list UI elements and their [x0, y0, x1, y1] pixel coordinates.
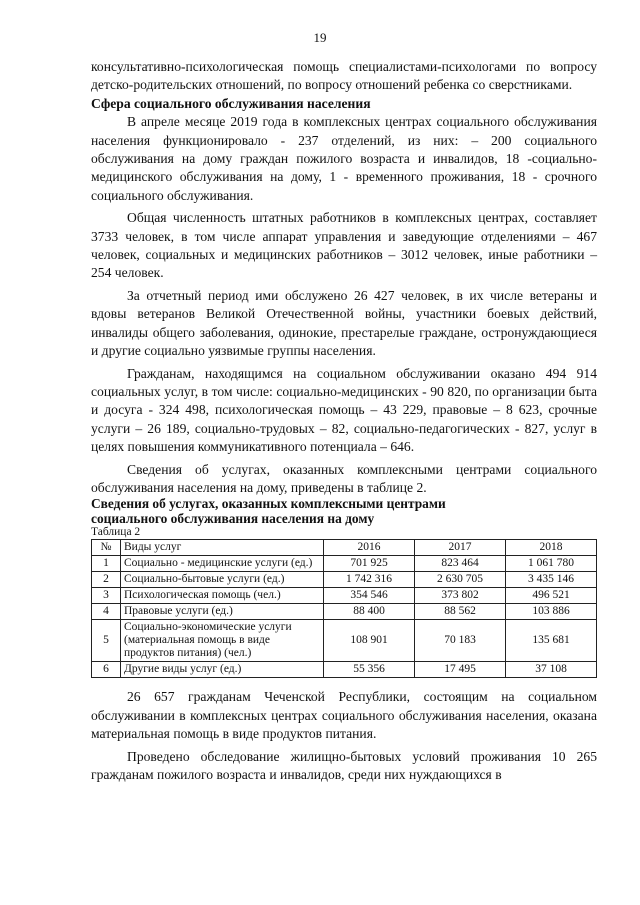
row-value-2016: 88 400 [324, 604, 415, 620]
row-number: 5 [92, 620, 121, 662]
row-value-2017: 70 183 [415, 620, 506, 662]
table-row [92, 556, 597, 572]
row-value-2017: 823 464 [415, 556, 506, 572]
row-service-name: Социально-бытовые услуги (ед.) [121, 572, 324, 588]
page-number: 19 [313, 30, 327, 45]
row-value-2018: 103 886 [506, 604, 597, 620]
row-value-2018: 496 521 [506, 588, 597, 604]
row-value-2017: 373 802 [415, 588, 506, 604]
row-service-name: Правовые услуги (ед.) [121, 604, 324, 620]
row-value-2018: 3 435 146 [506, 572, 597, 588]
row-service-name: Социально-экономические услуги (материальная помощь в виде продуктов питания) (чел.) [121, 620, 324, 662]
paragraph-services: Гражданам, находящимся на социальном обслуживании оказано 494 914 социальных услуг, в том числе: социально-медицинских - 90 820, по организации быта и досуга - 324 498, психологическая помощь – 43 229, правовые – 8 623, срочные услуги – 26 189, социально-трудовых – 82, социально-педагогических - 827, услуг в целях повышения коммуникативного потенциала – 646. [91, 365, 597, 455]
row-value-2018: 37 108 [506, 662, 597, 678]
row-number: 4 [92, 604, 121, 620]
row-number: 1 [92, 556, 121, 572]
row-number: 3 [92, 588, 121, 604]
intro-line: консультативно-психологическая помощь специалистами-психологами по [91, 59, 541, 74]
table-caption-line: Сведения об услугах, оказанных комплексными центрами [91, 496, 446, 512]
row-value-2016: 354 546 [324, 588, 415, 604]
intro-line: сверстниками. [488, 77, 573, 93]
section-heading: Сфера социального обслуживания населения [91, 95, 371, 111]
intro-paragraph [91, 58, 597, 95]
table-row [92, 572, 597, 588]
header-service-type: Виды услуг [121, 540, 324, 556]
row-service-name: Другие виды услуг (ед.) [121, 662, 324, 678]
row-value-2016: 701 925 [324, 556, 415, 572]
row-value-2017: 2 630 705 [415, 572, 506, 588]
paragraph-served: За отчетный период ими обслужено 26 427 человек, в их числе ветераны и вдовы ветеранов Великой Отечественной войны, участники боевых действий, инвалиды общего заболевания, одинокие, престарелые граждане, остронуждающиеся и другие социально уязвимые группы населения. [91, 287, 597, 359]
table-row [92, 662, 597, 678]
intro-line: вопросу детско-родительских отношений, по вопросу отношений ребенка со [91, 59, 597, 93]
table-row [92, 588, 597, 604]
row-value-2016: 1 742 316 [324, 572, 415, 588]
table-row [92, 604, 597, 620]
row-number: 2 [92, 572, 121, 588]
row-value-2016: 108 901 [324, 620, 415, 662]
header-number: № [92, 540, 121, 556]
paragraph-departments: В апреле месяце 2019 года в комплексных центрах социального обслуживания населения функционировало - 237 отделений, из них: – 200 социального обслуживания на дому граждан пожилого возраста и инвалидов, 18 -социально-медицинского обслуживания на дому, 1 - временного проживания, 18 - срочного социального обслуживания. [91, 114, 597, 203]
paragraph-food-aid: 26 657 гражданам Чеченской Республики, состоящим на социальном обслуживании в комплексных центрах социального обслуживания населения, оказана материальная помощь в виде продуктов питания. [91, 689, 597, 742]
row-value-2017: 88 562 [415, 604, 506, 620]
services-table [91, 539, 597, 678]
header-2017: 2017 [415, 540, 506, 556]
row-value-2017: 17 495 [415, 662, 506, 678]
document-body [91, 58, 597, 784]
row-value-2018: 1 061 780 [506, 556, 597, 572]
row-service-name: Социально - медицинские услуги (ед.) [121, 556, 324, 572]
header-2018: 2018 [506, 540, 597, 556]
row-value-2016: 55 356 [324, 662, 415, 678]
paragraph-staff: Общая численность штатных работников в комплексных центрах, составляет 3733 человек, в том числе аппарат управления и заведующие отделениями – 467 человек, социальных и медицинских работников – 3012 человек, иные работники – 254 человек. [91, 210, 597, 281]
row-number: 6 [92, 662, 121, 678]
row-service-name: Психологическая помощь (чел.) [121, 588, 324, 604]
table-header-row [92, 540, 597, 556]
row-value-2018: 135 681 [506, 620, 597, 662]
header-2016: 2016 [324, 540, 415, 556]
table-row [92, 620, 597, 662]
table-caption-line: социального обслуживания населения на дому [91, 510, 375, 526]
paragraph-survey: Проведено обследование жилищно-бытовых условий проживания 10 265 гражданам пожилого возраста и инвалидов, среди них нуждающихся в [91, 748, 597, 782]
table-caption [91, 497, 597, 526]
table-label: Таблица 2 [91, 526, 141, 539]
paragraph-table-ref: Сведения об услугах, оказанных комплексными центрами социального обслуживания населения на дому, приведены в таблице 2. [91, 461, 597, 495]
